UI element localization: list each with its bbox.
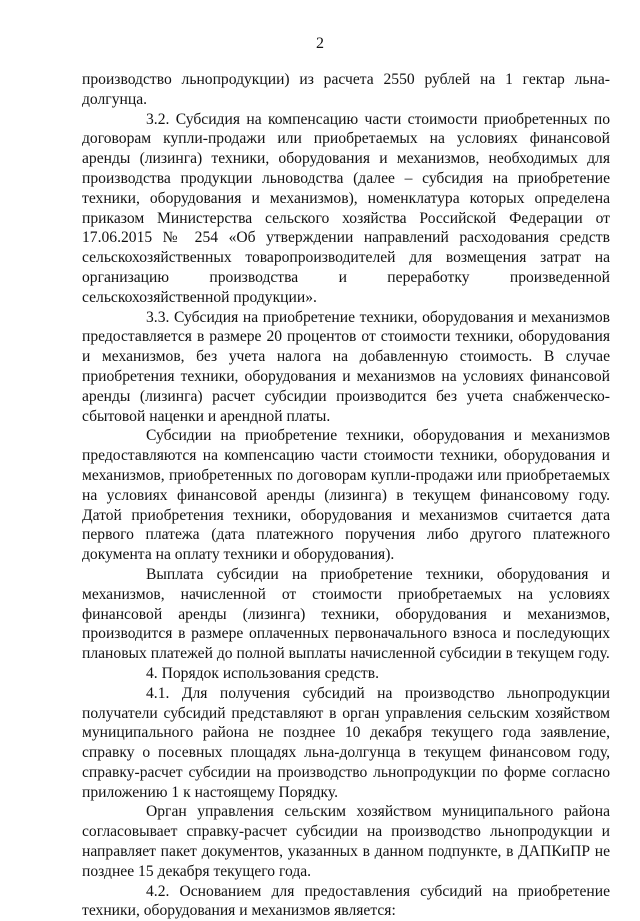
paragraph-continuation: производство льнопродукции) из расчета 2550 рублей на 1 гектар льна-долгунца. — [82, 71, 610, 108]
paragraph-subsidy-purpose: Субсидии на приобретение техники, оборудования и механизмов предоставляются на компенсацию части стоимости техники, оборудования и механизмов, приобретенных по договорам купли-продажи или приобретаемых на условиях финансовой аренды (лизинга) в текущем финансовому году. Датой приобретения техники, оборудования и механизмов считается дата первого платежа (дата платежного поручения либо другого платежного документа на оплату техники и оборудования). — [82, 427, 610, 564]
paragraph-subsidy-payment: Выплата субсидии на приобретение техники, оборудования и механизмов, начисленной от стоимости приобретаемых на условиях финансовой аренды (лизинга) техники, оборудования и механизмов, производится в размере оплаченных первоначального взноса и последующих плановых платежей до полной выплаты начисленной субсидии в текущем году. — [82, 565, 610, 663]
paragraph-3-2: 3.2. Субсидия на компенсацию части стоимости приобретенных по договорам купли-продажи или приобретаемых на условиях финансовой аренды (лизинга) техники, оборудования и механизмов, необходимых для производства продукции льноводства (далее – субсидия на приобретение техники, оборудования и механизмов), номенклатура которых определена приказом Министерства сельского хозяйства Российской Федерации от 17.06.2015 № 254 «Об утверждении направлений расходования средств сельскохозяйственных товаропроизводителей для возмещения затрат на организацию производства и переработку произведенной сельскохозяйственной продукции». — [82, 110, 610, 306]
paragraph-4-1: 4.1. Для получения субсидий на производство льнопродукции получатели субсидий представляют в орган управления сельским хозяйством муниципального района не позднее 10 декабря текущего года заявление, справку о посевных площадях льна-долгунца в текущем финансовом году, справку-расчет субсидии на производство льнопродукции по форме согласно приложению 1 к настоящему Порядку. — [82, 684, 610, 801]
paragraph-3-3: 3.3. Субсидия на приобретение техники, оборудования и механизмов предоставляется в размере 20 процентов от стоимости техники, оборудования и механизмов, без учета налога на добавленную стоимость. В случае приобретения техники, оборудования и механизмов на условиях финансовой аренды (лизинга) расчет субсидии производится без учета снабженческо-сбытовой наценки и арендной платы. — [82, 308, 610, 425]
paragraph-4-2: 4.2. Основанием для предоставления субсидий на приобретение техники, оборудования и механизмов является: — [82, 882, 610, 920]
paragraph-approval: Орган управления сельским хозяйством муниципального района согласовывает справку-расчет субсидии на производство льнопродукции и направляет пакет документов, указанных в данном подпункте, в ДАПКиПР не позднее 15 декабря текущего года. — [82, 803, 610, 880]
section-heading-4: 4. Порядок использования средств. — [146, 664, 379, 682]
document-body — [82, 70, 610, 921]
page-number: 2 — [316, 35, 324, 52]
